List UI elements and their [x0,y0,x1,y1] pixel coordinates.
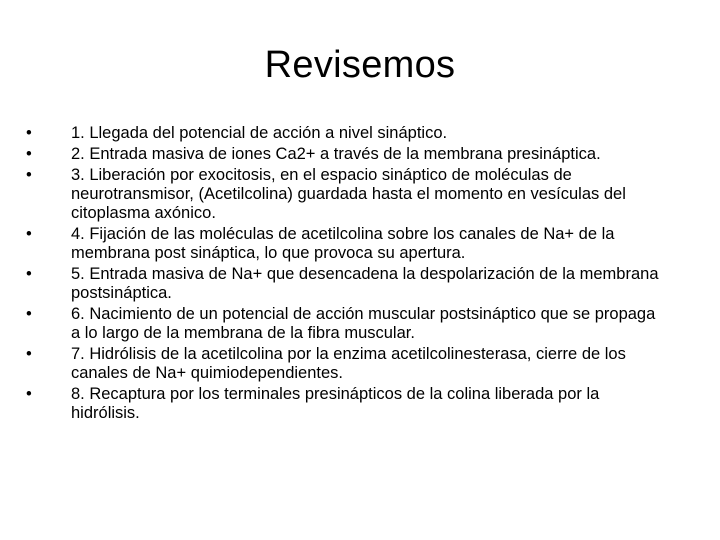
list-item [26,145,666,164]
bullet-icon: • [26,305,32,323]
list-item-text: 5. Entrada masiva de Na+ que desencadena la despolarización de la membrana postsináptica. [71,265,659,302]
list-item-text: 4. Fijación de las moléculas de acetilcolina sobre los canales de Na+ de la membrana post sináptica, lo que provoca su apertura. [71,225,615,262]
bullet-icon: • [26,166,32,184]
bullet-icon: • [26,345,32,363]
list-item [26,305,666,343]
list-item [26,225,666,263]
list-item-text: 6. Nacimiento de un potencial de acción muscular postsináptico que se propaga a lo largo de la membrana de la fibra muscular. [71,305,656,342]
list-item [26,124,666,143]
bullet-icon: • [26,385,32,403]
list-item-text: 1. Llegada del potencial de acción a nivel sináptico. [71,124,448,142]
bullet-icon: • [26,265,32,283]
list-item-text: 2. Entrada masiva de iones Ca2+ a través de la membrana presináptica. [71,145,601,163]
list-item [26,345,666,383]
list-item [26,265,666,303]
bullet-icon: • [26,124,32,142]
bullet-list [26,124,666,425]
list-item-text: 8. Recaptura por los terminales presinápticos de la colina liberada por la hidrólisis. [71,385,600,422]
list-item [26,166,666,223]
bullet-icon: • [26,225,32,243]
list-item-text: 7. Hidrólisis de la acetilcolina por la enzima acetilcolinesterasa, cierre de los canales de Na+ quimiodependientes. [71,345,626,382]
bullet-icon: • [26,145,32,163]
list-item [26,385,666,423]
list-item-text: 3. Liberación por exocitosis, en el espacio sináptico de moléculas de neurotransmisor, (Acetilcolina) guardada hasta el momento en vesículas del citoplasma axónico. [71,166,626,222]
slide-title: Revisemos [264,44,456,86]
